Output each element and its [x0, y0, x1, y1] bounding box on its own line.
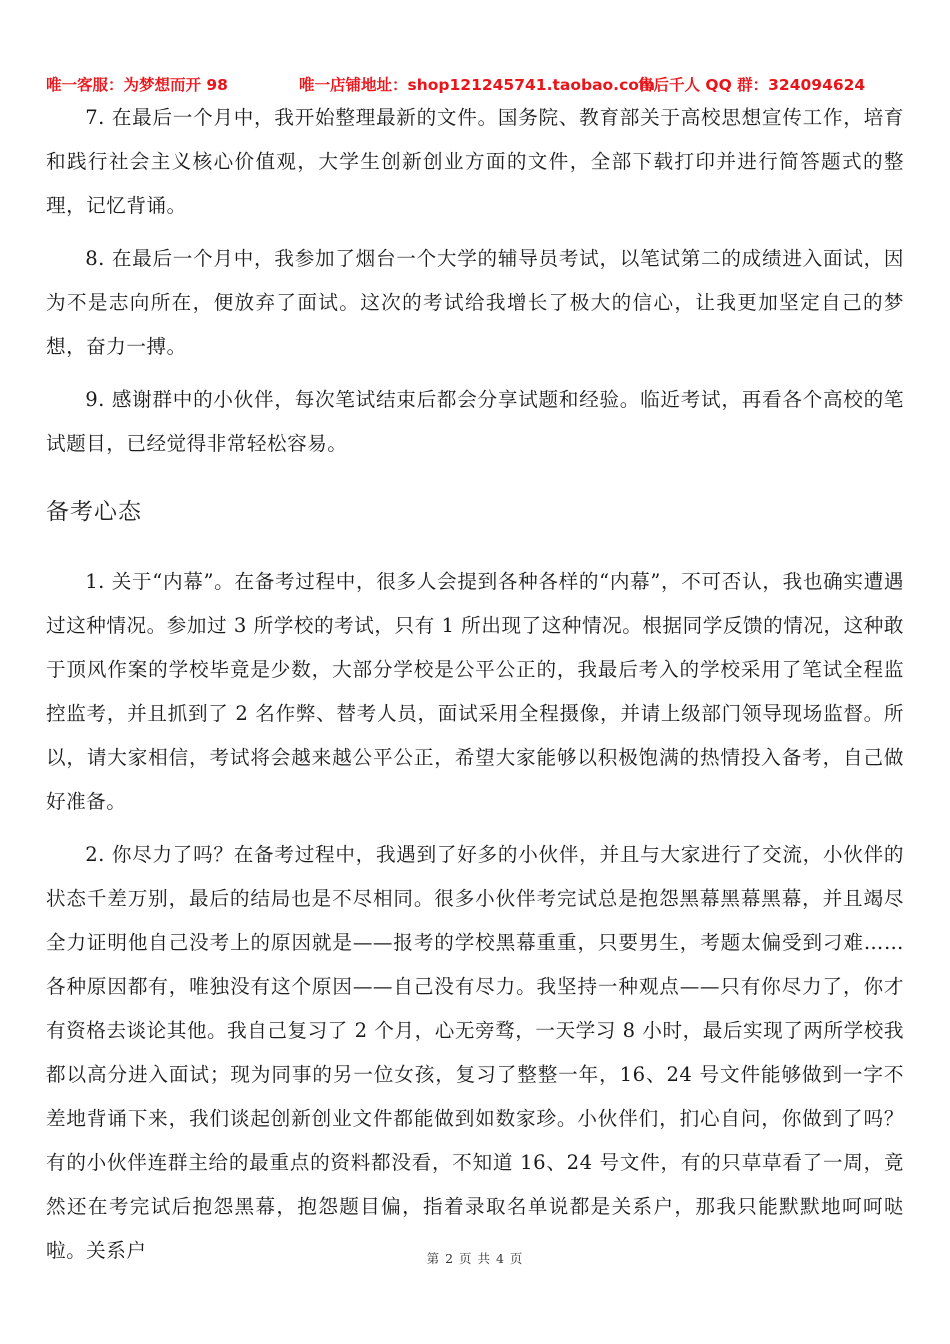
page-footer [0, 1249, 950, 1267]
paragraph-item-9: 9. 感谢群中的小伙伴，每次笔试结束后都会分享试题和经验。临近考试，再看各个高校的笔试题目，已经觉得非常轻松容易。 [46, 388, 904, 455]
paragraph-item-8: 8. 在最后一个月中，我参加了烟台一个大学的辅导员考试，以笔试第二的成绩进入面试，因为不是志向所在，便放弃了面试。这次的考试给我增长了极大的信心，让我更加坚定自己的梦想，奋力一搏。 [46, 247, 904, 358]
customer-service-text: 唯一客服：为梦想而开 98 [46, 76, 228, 94]
document-body [46, 96, 904, 1282]
paragraph-mindset-2: 2. 你尽力了吗？在备考过程中，我遇到了好多的小伙伴，并且与大家进行了交流，小伙伴的状态千差万别，最后的结局也是不尽相同。很多小伙伴考完试总是抱怨黑幕黑幕黑幕，并且竭尽全力证明他自己没考上的原因就是——报考的学校黑幕重重，只要男生，考题太偏受到刁难……各种原因都有，唯独没有这个原因——自己没有尽力。我坚持一种观点——只有你尽力了，你才有资格去谈论其他。我自己复习了 2 个月，心无旁骛，一天学习 8 小时，最后实现了两所学校我都以高分进入面试；现为同事的另一位女孩，复习了整整一年，16、24 号文件能够做到一字不差地背诵下来，我们谈起创新创业文件都能做到如数家珍。小伙伴们，扪心自问，你做到了吗？有的小伙伴连群主给的最重点的资料都没看，不知道 16、24 号文件，有的只草草看了一周，竟然还在考完试后抱怨黑幕，抱怨题目偏，指着录取名单说都是关系户，那我只能默默地呵呵哒啦。关系户 [46, 843, 904, 1262]
qq-group-text: 售后千人 QQ 群：324094624 [638, 76, 866, 94]
section-heading: 备考心态 [46, 499, 142, 525]
paragraph-item-7: 7. 在最后一个月中，我开始整理最新的文件。国务院、教育部关于高校思想宣传工作，培育和践行社会主义核心价值观，大学生创新创业方面的文件，全部下载打印并进行简答题式的整理，记忆背诵。 [46, 106, 904, 217]
page-number: 第 2 页 共 4 页 [426, 1251, 524, 1266]
shop-address-text: 唯一店铺地址：shop121245741.taobao.com [299, 76, 656, 94]
paragraph-mindset-1: 1. 关于“内幕”。在备考过程中，很多人会提到各种各样的“内幕”，不可否认，我也确实遭遇过这种情况。参加过 3 所学校的考试，只有 1 所出现了这种情况。根据同学反馈的情况，这种敢于顶风作案的学校毕竟是少数，大部分学校是公平公正的，我最后考入的学校采用了笔试全程监控监考，并且抓到了 2 名作弊、替考人员，面试采用全程摄像，并请上级部门领导现场监督。所以，请大家相信，考试将会越来越公平公正，希望大家能够以积极饱满的热情投入备考，自己做好准备。 [46, 570, 904, 813]
